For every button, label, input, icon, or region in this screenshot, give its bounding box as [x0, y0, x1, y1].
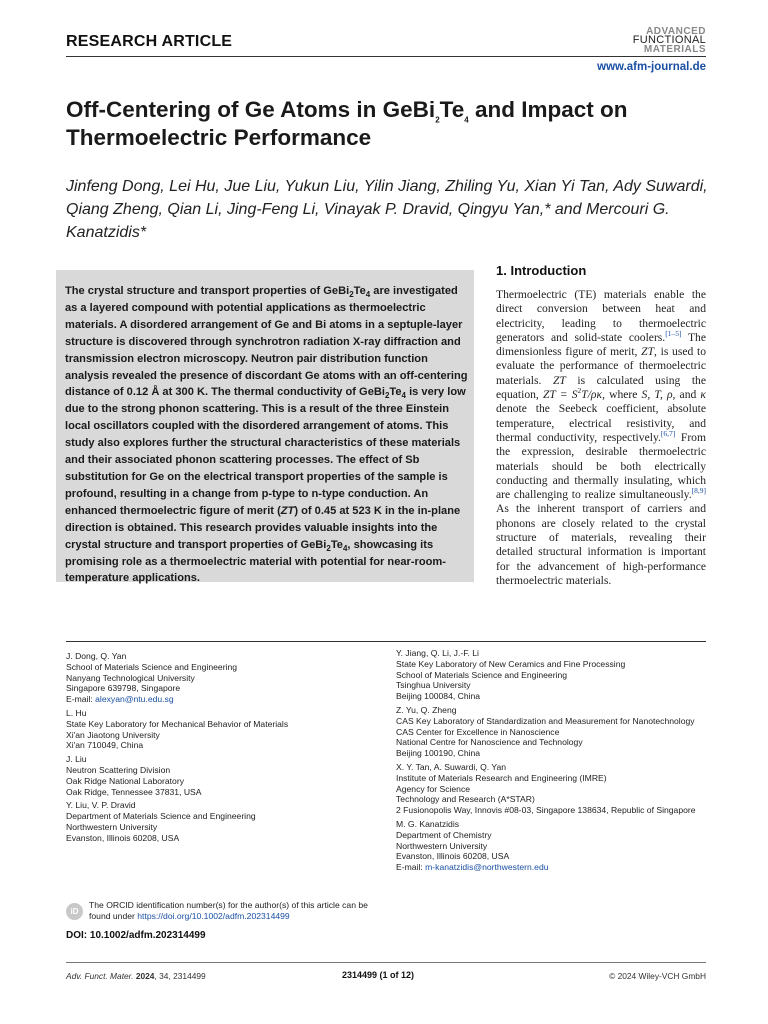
abstract-segment: Te [330, 538, 343, 551]
intro-segment: Thermoelectric (TE) materials enable the direct conversion between heat and electricity, leading to thermoelectric generators and solid-state coolers. [496, 288, 706, 344]
abstract-subscript: 4 [365, 290, 371, 300]
intro-italic: ZT [552, 373, 566, 387]
abstract-subscript: 2 [326, 543, 331, 553]
email-link[interactable]: m-kanatzidis@northwestern.edu [425, 862, 549, 873]
intro-segment: , is used to evaluate the performance of thermoelectric materials. [496, 345, 706, 387]
affiliation-line: Department of Materials Science and Engineering [66, 811, 256, 822]
affiliations-divider [66, 641, 706, 642]
affiliation-line: School of Materials Science and Engineering [66, 661, 238, 672]
citation-link[interactable]: [6,7] [660, 429, 676, 439]
intro-segment: From the expression, desirable thermoelectric materials should be both electrically conducting and thermally insulating, which are challenging to realize simultaneously. [496, 430, 706, 502]
affiliation-line: M. G. Kanatzidis [396, 818, 460, 829]
affiliation-line: Oak Ridge, Tennessee 37831, USA [66, 786, 202, 797]
citation-link[interactable]: [8,9] [691, 486, 706, 496]
citation-link[interactable]: [1–5] [665, 329, 682, 339]
email-label: E-mail: [396, 862, 426, 873]
affiliation-line: J. Dong, Q. Yan [66, 651, 127, 661]
email-line [396, 862, 716, 873]
title-subscript: 4 [464, 115, 469, 125]
journal-logo [633, 27, 706, 54]
abstract-segment: Te [389, 386, 402, 399]
equation: T/ρκ [581, 388, 603, 402]
title-text: and Impact on Thermoelectric Performance [66, 97, 628, 150]
logo-line-2: FUNCTIONAL [632, 34, 706, 46]
intro-segment: The dimensionless figure of merit, [496, 330, 707, 359]
affiliation-line: CAS Key Laboratory of Standardization and Measurement for Nanotechnology [396, 715, 695, 726]
abstract-text [65, 283, 469, 587]
author-list: Jinfeng Dong, Lei Hu, Jue Liu, Yukun Liu, Yilin Jiang, Zhiling Yu, Xian Yi Tan, Ady Suwardi, Qiang Zheng, Qian Li, Jing-Feng Li, Vinayak P. Dravid, Qingyu Yan,* and Mercouri G. Kanatzidis* [66, 178, 708, 241]
abstract-subscript: 4 [342, 543, 348, 553]
affiliations-right-column [396, 648, 716, 873]
affiliation-line: Agency for Science [396, 783, 471, 794]
affiliation-line: Xi'an 710049, China [66, 740, 144, 751]
affiliation-line: 2 Fusionopolis Way, Innovis #08-03, Singapore 138634, Republic of Singapore [396, 805, 696, 816]
abstract-segment: The crystal structure and transport properties of GeBi [65, 285, 350, 297]
affiliation-line: Northwestern University [396, 840, 488, 851]
affiliation-line: Nanyang Technological University [66, 672, 195, 683]
affiliation-line: National Centre for Nanoscience and Technology [396, 737, 583, 748]
affiliation-line: Neutron Scattering Division [66, 764, 171, 775]
title-subscript: 2 [435, 115, 440, 125]
footer-year: 2024 [135, 971, 155, 981]
logo-line-3: MATERIALS [643, 44, 706, 55]
affiliation-line: Beijing 100084, China [396, 691, 481, 702]
affiliation-line: Y. Liu, V. P. Dravid [66, 800, 136, 811]
affiliation-line: J. Liu [66, 754, 87, 765]
affiliation-block [66, 754, 366, 797]
affiliation-line: L. Hu [66, 707, 87, 718]
affiliation-line: Singapore 639798, Singapore [66, 683, 181, 694]
intro-italic: κ [700, 388, 706, 402]
equation: ZT = S [542, 388, 578, 402]
affiliation-line: X. Y. Tan, A. Suwardi, Q. Yan [396, 761, 507, 772]
intro-segment: , where [602, 388, 642, 402]
email-link[interactable]: alexyan@ntu.edu.sg [95, 694, 174, 705]
affiliation-line: Beijing 100190, China [396, 748, 481, 759]
abstract-zt: ZT [280, 504, 295, 517]
intro-segment: and [675, 388, 701, 402]
affiliation-line: Evanston, Illinois 60208, USA [66, 832, 180, 843]
intro-italic: S, T, ρ, [641, 388, 676, 402]
affiliation-line: School of Materials Science and Engineering [396, 669, 568, 680]
intro-segment: denote the Seebeck coefficient, absolute temperature, electrical resistivity, and thermal conductivity, respectively. [496, 402, 706, 444]
affiliation-line: State Key Laboratory for Mechanical Behavior of Materials [66, 718, 289, 729]
affiliation-line: Z. Yu, Q. Zheng [396, 704, 457, 715]
orcid-note-text: The ORCID identification number(s) for the author(s) of this article can be found under [89, 900, 368, 921]
affiliation-line: Department of Chemistry [396, 829, 492, 840]
article-type-label: RESEARCH ARTICLE [66, 33, 233, 50]
copyright-notice: © 2024 Wiley-VCH GmbH [609, 971, 706, 981]
affiliation-line: Oak Ridge National Laboratory [66, 775, 184, 786]
email-line [66, 694, 366, 705]
email-label: E-mail: [66, 694, 96, 705]
orcid-note [89, 900, 389, 922]
footer-divider [66, 962, 706, 963]
equation-superscript: 2 [577, 386, 582, 396]
affiliation-line: Evanston, Illinois 60208, USA [396, 851, 510, 862]
affiliation-line: Northwestern University [66, 821, 158, 832]
title-text: Te [439, 97, 465, 122]
affiliation-block [396, 762, 716, 816]
journal-url-link[interactable]: www.afm-journal.de [597, 61, 706, 73]
title-text: Off-Centering of Ge Atoms in GeBi [66, 97, 436, 122]
affiliation-block [66, 800, 366, 843]
affiliation-block [396, 819, 716, 873]
affiliation-line: State Key Laboratory of New Ceramics and Fine Processing [396, 658, 626, 669]
section-heading-introduction: 1. Introduction [496, 263, 587, 278]
intro-segment: is calculated using the equation, [496, 373, 706, 402]
abstract-segment: is very low due to the strong phonon scattering. This is a result of the three Einstein local oscillators coupled with the disordered arrangement of atoms. This study also explores further the structural characteristics of these materials and their associated phonon scattering processes. The effect of Sb substitution for Ge on the electrical transport properties of the sample is profound, resulting in a change from p-type to n-type conduction. An enhanced thermoelectric figure of merit ( [65, 386, 466, 517]
abstract-segment: ) of 0.45 at 523 K in the in-plane direction is obtained. This research provides valuable insights into the crystal structure and transport properties of GeBi [65, 504, 461, 551]
intro-italic: ZT [641, 345, 655, 359]
doi-label: DOI: 10.1002/adfm.202314499 [66, 930, 206, 941]
affiliation-line: CAS Center for Excellence in Nanoscience [396, 726, 560, 737]
footer-journal: Adv. Funct. Mater. [66, 971, 134, 981]
orcid-icon: iD [66, 903, 83, 920]
header-divider [66, 56, 706, 57]
affiliation-block [66, 651, 366, 705]
affiliation-line: Y. Jiang, Q. Li, J.-F. Li [396, 648, 479, 658]
abstract-segment: , showcasing its promising role as a thermoelectric material with potential for near-room-temperature applications. [65, 538, 446, 585]
affiliation-line: Tsinghua University [396, 680, 471, 691]
abstract-subscript: 2 [384, 391, 390, 401]
abstract-segment: Te [353, 285, 366, 297]
affiliation-line: Xi'an Jiaotong University [66, 729, 160, 740]
footer-volume: , 34, 2314499 [154, 971, 206, 981]
affiliation-block [396, 705, 716, 759]
footer-citation [66, 971, 206, 981]
article-title [66, 96, 686, 152]
abstract-segment: are investigated as a layered compound with potential applications as thermoelectric materials. A disordered arrangement of Ge and Bi atoms in a septuple-layer structure is discovered through synchrotron radiation X-ray diffraction and transmission electron microscopy. Neutron pair distribution function analysis revealed the presence of discordant Ge atoms with an off-centering distance of 0.12 Å at 300 K. The thermal conductivity of GeBi [65, 285, 468, 399]
logo-line-1: ADVANCED [646, 26, 706, 37]
affiliations-left-column [66, 651, 366, 844]
affiliation-line: Technology and Research (A*STAR) [396, 794, 535, 805]
page-number: 2314499 (1 of 12) [342, 970, 415, 980]
affiliation-block [66, 708, 366, 751]
affiliation-block [396, 648, 716, 702]
abstract-subscript: 4 [401, 391, 406, 401]
abstract-subscript: 2 [349, 290, 354, 300]
affiliation-line: Institute of Materials Research and Engineering (IMRE) [396, 772, 607, 783]
introduction-text [496, 288, 706, 588]
intro-segment: As the inherent transport of carriers and phonons are closely related to the crystal structure of materials, revealing their detailed structural information is important for the advancement of high-performance thermoelectric materials. [496, 502, 706, 587]
orcid-link[interactable]: https://doi.org/10.1002/adfm.202314499 [137, 911, 290, 921]
